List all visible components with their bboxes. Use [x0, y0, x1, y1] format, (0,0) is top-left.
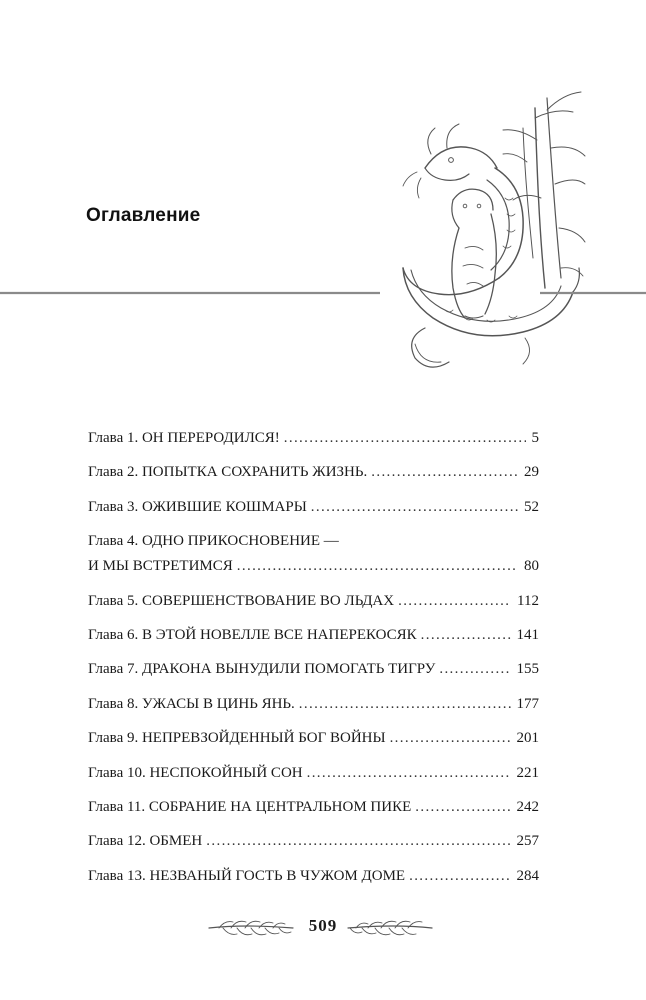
- chapter-page: 29: [524, 464, 539, 481]
- chapter-title: Глава 9. НЕПРЕВЗОЙДЕННЫЙ БОГ ВОЙНЫ: [88, 730, 386, 747]
- section-divider: [0, 289, 646, 297]
- dot-leader: [421, 625, 511, 645]
- page-footer: [0, 910, 646, 946]
- dragon-tiger-illustration: [395, 88, 595, 378]
- chapter-title: Глава 8. УЖАСЫ В ЦИНЬ ЯНЬ.: [88, 695, 295, 712]
- chapter-title: Глава 12. ОБМЕН: [88, 833, 203, 850]
- chapter-page: 257: [516, 833, 539, 850]
- chapter-title-line1: Глава 4. ОДНО ПРИКОСНОВЕНИЕ —: [88, 533, 339, 550]
- chapter-page: 177: [516, 695, 539, 712]
- toc-entry-chapter-4[interactable]: [88, 531, 539, 576]
- dot-leader: [409, 866, 510, 886]
- chapter-page: 5: [531, 430, 539, 446]
- chapter-title: Глава 1. ОН ПЕРЕРОДИЛСЯ!: [88, 430, 280, 446]
- chapter-page: 221: [516, 764, 539, 781]
- dot-leader: [371, 462, 518, 482]
- page-number: 509: [308, 916, 338, 935]
- dot-leader: [237, 556, 518, 576]
- dot-leader: [439, 659, 510, 679]
- toc-entry-chapter-5[interactable]: [88, 591, 539, 611]
- chapter-page: 80: [524, 558, 539, 575]
- chapter-page: 52: [524, 498, 539, 515]
- toc-entry-chapter-12[interactable]: [88, 831, 539, 851]
- chapter-title: Глава 10. НЕСПОКОЙНЫЙ СОН: [88, 764, 303, 781]
- toc-entry-chapter-7[interactable]: [88, 659, 539, 679]
- dot-leader: [307, 763, 511, 783]
- toc-entry-chapter-10[interactable]: [88, 763, 539, 783]
- toc-entry-chapter-2[interactable]: [88, 462, 539, 482]
- dot-leader: [299, 694, 511, 714]
- dot-leader: [415, 797, 510, 817]
- chapter-title: Глава 7. ДРАКОНА ВЫНУДИЛИ ПОМОГАТЬ ТИГРУ: [88, 661, 436, 678]
- chapter-title: Глава 11. СОБРАНИЕ НА ЦЕНТРАЛЬНОМ ПИКЕ: [88, 798, 412, 815]
- chapter-title: Глава 5. СОВЕРШЕНСТВОВАНИЕ ВО ЛЬДАХ: [88, 592, 395, 609]
- flourish-right-icon: [336, 910, 436, 946]
- chapter-page: 112: [517, 592, 539, 609]
- dot-leader: [284, 428, 526, 448]
- toc-entry-chapter-3[interactable]: [88, 497, 539, 517]
- chapter-title: Глава 3. ОЖИВШИЕ КОШМАРЫ: [88, 498, 307, 515]
- flourish-left-icon: [205, 910, 305, 946]
- chapter-page: 141: [516, 626, 539, 643]
- toc-entry-chapter-8[interactable]: [88, 694, 539, 714]
- dot-leader: [311, 497, 518, 517]
- chapter-page: 242: [516, 798, 539, 815]
- toc-list: [88, 428, 539, 886]
- toc-title: Оглавление: [86, 205, 201, 226]
- chapter-page: 155: [516, 661, 539, 678]
- toc-entry-chapter-9[interactable]: [88, 728, 539, 748]
- toc-entry-chapter-6[interactable]: [88, 625, 539, 645]
- chapter-title: Глава 6. В ЭТОЙ НОВЕЛЛЕ ВСЕ НАПЕРЕКОСЯК: [88, 626, 417, 643]
- chapter-title: Глава 13. НЕЗВАНЫЙ ГОСТЬ В ЧУЖОМ ДОМЕ: [88, 867, 406, 884]
- chapter-page: 284: [516, 867, 539, 884]
- toc-entry-chapter-11[interactable]: [88, 797, 539, 817]
- dot-leader: [398, 591, 511, 611]
- toc-entry-chapter-1[interactable]: [88, 428, 539, 448]
- chapter-page: 201: [516, 730, 539, 747]
- toc-entry-chapter-13[interactable]: [88, 866, 539, 886]
- chapter-title: Глава 2. ПОПЫТКА СОХРАНИТЬ ЖИЗНЬ.: [88, 464, 368, 481]
- chapter-title-line2: И МЫ ВСТРЕТИМСЯ: [88, 558, 233, 575]
- dot-leader: [390, 728, 511, 748]
- dot-leader: [206, 831, 510, 851]
